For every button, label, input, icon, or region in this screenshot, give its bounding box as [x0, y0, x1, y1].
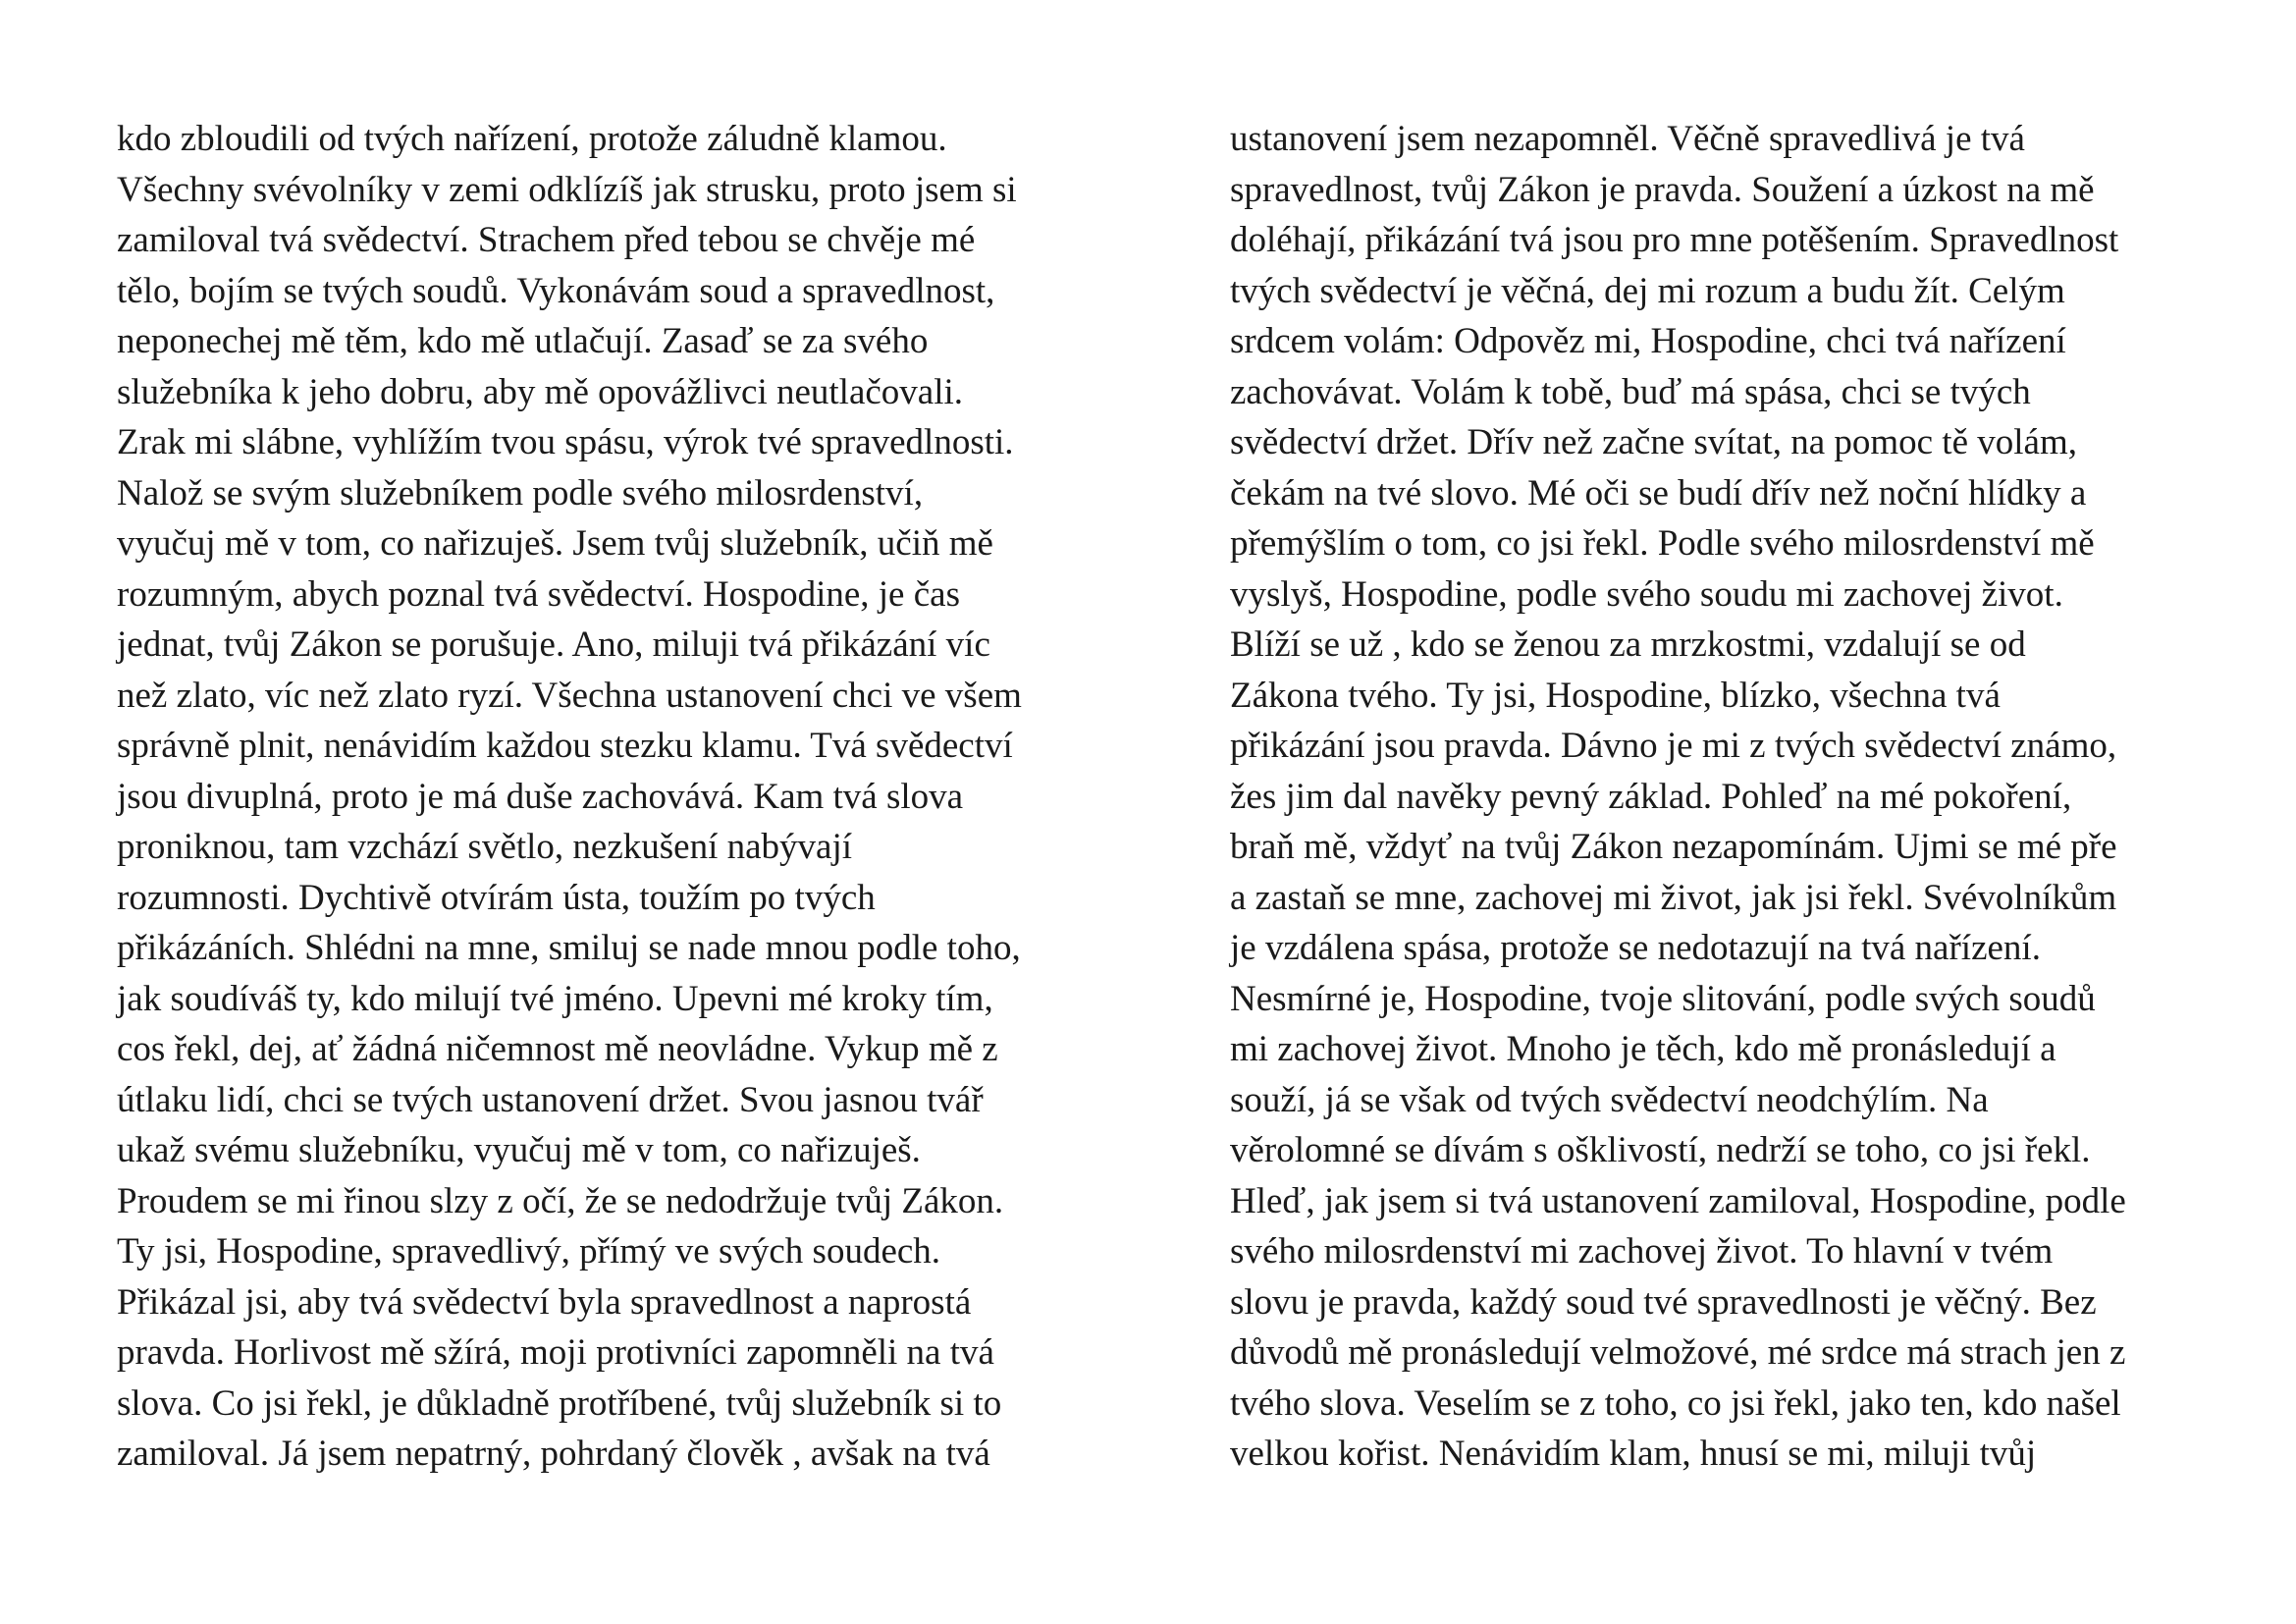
text-line: žes jim dal navěky pevný základ. Pohleď na mé pokoření, — [1230, 776, 2072, 817]
text-line: správně plnit, nenávidím každou stezku klamu. Tvá svědectví — [117, 726, 1013, 766]
text-line: tvých svědectví je věčná, dej mi rozum a budu žít. Celým — [1230, 270, 2065, 311]
text-line: proniknou, tam vzchází světlo, nezkušení nabývají — [117, 827, 853, 867]
text-line: spravedlnost, tvůj Zákon je pravda. Soužení a úzkost na mě — [1230, 169, 2095, 210]
text-line: Hleď, jak jsem si tvá ustanovení zamiloval, Hospodine, podle — [1230, 1180, 2126, 1221]
text-line: pravda. Horlivost mě sžírá, moji protivníci zapomněli na tvá — [117, 1332, 994, 1373]
text-line: cos řekl, dej, ať žádná ničemnost mě neovládne. Vykup mě z — [117, 1029, 998, 1069]
text-line: mi zachovej život. Mnoho je těch, kdo mě pronásledují a — [1230, 1029, 2056, 1069]
text-line: jak soudíváš ty, kdo milují tvé jméno. Upevni mé kroky tím, — [117, 978, 993, 1019]
text-line: doléhají, přikázání tvá jsou pro mne potěšením. Spravedlnost — [1230, 220, 2119, 260]
text-line: Zrak mi slábne, vyhlížím tvou spásu, výrok tvé spravedlnosti. — [117, 422, 1014, 462]
text-column-right — [1230, 114, 2202, 1480]
text-line: přikázáních. Shlédni na mne, smiluj se nade mnou podle toho, — [117, 928, 1021, 968]
text-line: Ty jsi, Hospodine, spravedlivý, přímý ve svých soudech. — [117, 1231, 941, 1272]
text-line: přikázání jsou pravda. Dávno je mi z tvých svědectví známo, — [1230, 726, 2117, 766]
text-line: je vzdálena spása, protože se nedotazují na tvá nařízení. — [1230, 928, 2041, 968]
text-line: rozumnosti. Dychtivě otvírám ústa, toužím po tvých — [117, 877, 876, 918]
text-line: přemýšlím o tom, co jsi řekl. Podle svého milosrdenství mě — [1230, 523, 2095, 564]
text-line: Proudem se mi řinou slzy z očí, že se nedodržuje tvůj Zákon. — [117, 1180, 1004, 1221]
text-line: zamiloval tvá svědectví. Strachem před tebou se chvěje mé — [117, 220, 976, 260]
text-line: slovu je pravda, každý soud tvé spravedlnosti je věčný. Bez — [1230, 1281, 2097, 1323]
text-line: útlaku lidí, chci se tvých ustanovení držet. Svou jasnou tvář — [117, 1079, 984, 1120]
text-line: ukaž svému služebníku, vyučuj mě v tom, co nařizuješ. — [117, 1130, 921, 1170]
text-line: Přikázal jsi, aby tvá svědectví byla spravedlnost a naprostá — [117, 1281, 972, 1323]
text-line: neponechej mě těm, kdo mě utlačují. Zasaď se za svého — [117, 321, 929, 361]
text-line: čekám na tvé slovo. Mé oči se budí dřív než noční hlídky a — [1230, 472, 2087, 514]
text-line: jsou divuplná, proto je má duše zachovává. Kam tvá slova — [117, 776, 964, 817]
text-line: velkou kořist. Nenávidím klam, hnusí se mi, miluji tvůj — [1230, 1434, 2037, 1474]
text-line: jednat, tvůj Zákon se porušuje. Ano, miluji tvá přikázání víc — [117, 624, 990, 665]
text-line: věrolomné se dívám s ošklivostí, nedrží se toho, co jsi řekl. — [1230, 1130, 2091, 1170]
text-line: služebníka k jeho dobru, aby mě opovážlivci neutlačovali. — [117, 371, 964, 412]
text-column-left — [117, 114, 1089, 1480]
text-line: důvodů mě pronásledují velmožové, mé srdce má strach jen z — [1230, 1332, 2126, 1373]
text-line: tělo, bojím se tvých soudů. Vykonávám soud a spravedlnost, — [117, 270, 995, 311]
text-line: Nalož se svým služebníkem podle svého milosrdenství, — [117, 472, 924, 514]
text-line: vyslyš, Hospodine, podle svého soudu mi zachovej život. — [1230, 573, 2063, 615]
text-line: Blíží se už , kdo se ženou za mrzkostmi, vzdalují se od — [1230, 624, 2026, 665]
text-line: svědectví držet. Dřív než začne svítat, na pomoc tě volám, — [1230, 422, 2077, 462]
text-line: Zákona tvého. Ty jsi, Hospodine, blízko, všechna tvá — [1230, 675, 2001, 716]
text-line: vyučuj mě v tom, co nařizuješ. Jsem tvůj služebník, učiň mě — [117, 523, 993, 564]
text-line: Všechny svévolníky v zemi odklízíš jak strusku, proto jsem si — [117, 169, 1017, 210]
text-line: tvého slova. Veselím se z toho, co jsi řekl, jako ten, kdo našel — [1230, 1382, 2121, 1424]
text-line: souží, já se však od tvých svědectví neodchýlím. Na — [1230, 1079, 1989, 1120]
text-line: Nesmírné je, Hospodine, tvoje slitování, podle svých soudů — [1230, 978, 2096, 1019]
text-line: zachovávat. Volám k tobě, buď má spása, chci se tvých — [1230, 371, 2031, 412]
text-line: ustanovení jsem nezapomněl. Věčně spravedlivá je tvá — [1230, 119, 2025, 159]
text-line: rozumným, abych poznal tvá svědectví. Hospodine, je čas — [117, 573, 960, 615]
text-line: svého milosrdenství mi zachovej život. To hlavní v tvém — [1230, 1231, 2054, 1272]
text-line: kdo zbloudili od tvých nařízení, protože záludně klamou. — [117, 119, 947, 159]
text-line: zamiloval. Já jsem nepatrný, pohrdaný člověk , avšak na tvá — [117, 1434, 990, 1474]
text-line: braň mě, vždyť na tvůj Zákon nezapomínám. Ujmi se mé pře — [1230, 827, 2117, 867]
text-line: slova. Co jsi řekl, je důkladně protříbené, tvůj služebník si to — [117, 1382, 1002, 1424]
text-line: než zlato, víc než zlato ryzí. Všechna ustanovení chci ve všem — [117, 675, 1022, 716]
text-line: srdcem volám: Odpověz mi, Hospodine, chci tvá nařízení — [1230, 321, 2066, 361]
text-line: a zastaň se mne, zachovej mi život, jak jsi řekl. Svévolníkům — [1230, 877, 2117, 918]
